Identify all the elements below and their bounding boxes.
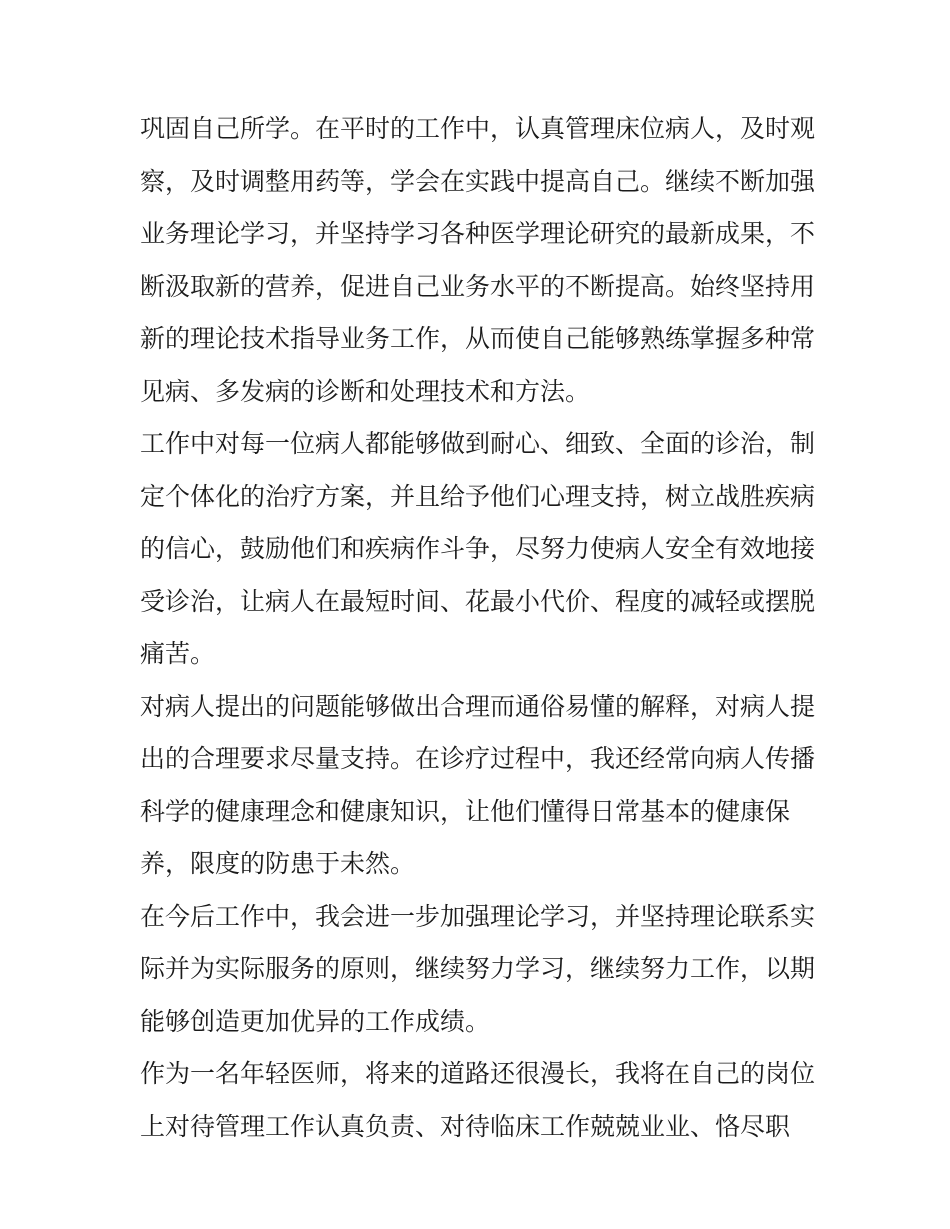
text-line: 业务理论学习，并坚持学习各种医学理论研究的最新成果，不 [140,219,816,248]
text-line: 上对待管理工作认真负责、对待临床工作兢兢业业、恪尽职 [140,1111,791,1141]
text-line: 的信心，鼓励他们和疾病作斗争，尽努力使病人安全有效地接 [140,534,816,563]
text-line: 痛苦。 [140,639,216,668]
text-line: 新的理论技术指导业务工作，从而使自己能够熟练掌握多种常 [140,324,816,353]
text-line: 养，限度的防患于未然。 [140,849,416,878]
text-line: 受诊治，让病人在最短时间、花最小代价、程度的减轻或摆脱 [140,586,816,616]
text-line: 巩固自己所学。在平时的工作中，认真管理床位病人，及时观 [140,114,816,143]
text-line: 察，及时调整用药等，学会在实践中提高自己。继续不断加强 [140,166,816,196]
text-line: 科学的健康理念和健康知识，让他们懂得日常基本的健康保 [140,796,791,826]
document-body-text [140,103,820,1153]
text-line: 作为一名年轻医师，将来的道路还很漫长，我将在自己的岗位 [140,1059,816,1088]
text-line: 际并为实际服务的原则，继续努力学习，继续努力工作，以期 [140,954,816,983]
text-line: 在今后工作中，我会进一步加强理论学习，并坚持理论联系实 [140,901,816,931]
text-line: 见病、多发病的诊断和处理技术和方法。 [140,376,591,406]
text-line: 对病人提出的问题能够做出合理而通俗易懂的解释，对病人提 [140,691,816,721]
text-line: 断汲取新的营养，促进自己业务水平的不断提高。始终坚持用 [140,271,816,301]
text-line: 工作中对每一位病人都能够做到耐心、细致、全面的诊治，制 [140,429,816,458]
text-line: 定个体化的治疗方案，并且给予他们心理支持，树立战胜疾病 [140,481,816,511]
text-line: 能够创造更加优异的工作成绩。 [140,1006,491,1036]
text-line: 出的合理要求尽量支持。在诊疗过程中，我还经常向病人传播 [140,744,816,773]
